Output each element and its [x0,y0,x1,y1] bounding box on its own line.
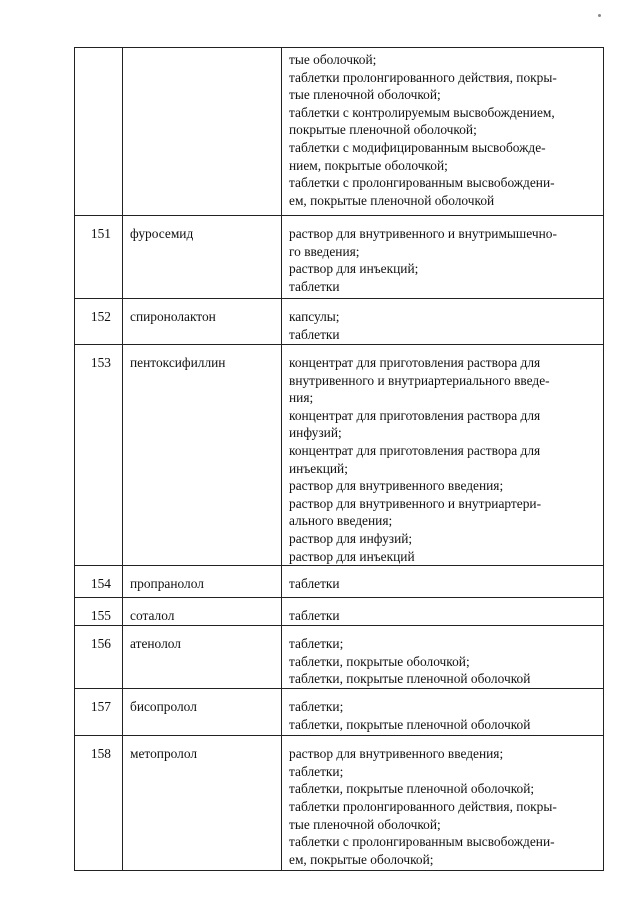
row-number-cell [75,689,123,736]
dosage-forms-cell [282,566,604,598]
dosage-form-line: таблетки, покрытые пленочной оболочкой; [289,781,535,797]
dosage-form-line: внутривенного и внутриартериального введе- [289,372,550,388]
row-number: 154 [90,576,111,592]
row-number-cell [75,736,123,871]
row-number-cell [75,48,123,216]
drug-name-cell [123,689,282,736]
dosage-form-line: таблетки, покрытые оболочкой; [289,653,470,669]
dosage-form-line: раствор для внутривенного введения; [289,478,504,494]
dosage-forms-cell [282,736,604,871]
drug-name-cell [123,299,282,345]
table-row [75,689,604,736]
dosage-forms-cell [282,345,604,566]
table-row [75,299,604,345]
row-number-cell [75,566,123,598]
dosage-form-line: ем, покрытые пленочной оболочкой [289,192,495,208]
dosage-forms-cell [282,689,604,736]
dosage-form-line: тые пленочной оболочкой; [289,87,441,103]
drug-name: спиронолактон [130,309,216,324]
dosage-form-line: таблетки [289,326,340,342]
dosage-form-line: ния; [289,390,314,406]
dosage-form-line: таблетки с пролонгированным высвобождени- [289,175,555,191]
row-number: 158 [90,746,111,762]
drug-name: пропранолол [130,576,204,592]
drug-name-cell [123,566,282,598]
dosage-form-line: тые оболочкой; [289,52,377,67]
dosage-forms-cell [282,598,604,626]
dosage-form-line: таблетки пролонгированного действия, покры- [289,69,557,85]
dosage-form-line: инъекций; [289,460,348,476]
dosage-forms-cell [282,626,604,689]
dosage-form-line: раствор для внутривенного введения; [289,746,504,762]
dosage-form-line: таблетки пролонгированного действия, покры- [289,798,557,814]
drug-name-cell [123,345,282,566]
dosage-form-line: таблетки [289,608,340,624]
dosage-form-line: таблетки [289,278,340,294]
drug-name-cell [123,48,282,216]
dosage-form-line: таблетки, покрытые пленочной оболочкой [289,716,531,732]
dosage-form-line: таблетки с модифицированным высвобожде- [289,139,546,155]
row-number-cell [75,345,123,566]
dosage-forms-cell [282,48,604,216]
dosage-form-line: раствор для инфузий; [289,530,413,546]
row-number-cell [75,598,123,626]
drug-name: атенолол [130,636,181,652]
drug-name: соталол [130,608,175,624]
dosage-form-line: раствор для инъекций; [289,261,419,277]
dosage-form-line: тые пленочной оболочкой; [289,816,441,832]
dosage-form-line: раствор для инъекций [289,548,415,564]
table-row [75,626,604,689]
row-number: 157 [90,699,111,715]
dosage-form-line: таблетки; [289,763,344,779]
row-number-cell [75,216,123,299]
drug-name-cell [123,598,282,626]
drug-name-cell [123,626,282,689]
dosage-form-line: инфузий; [289,425,342,441]
row-number: 156 [90,636,111,652]
dosage-forms-cell [282,216,604,299]
row-number-cell [75,626,123,689]
dosage-form-line: таблетки с контролируемым высвобождением, [289,104,555,120]
dosage-form-line: таблетки, покрытые пленочной оболочкой [289,671,531,687]
table-row [75,598,604,626]
row-number: 151 [90,226,111,241]
dosage-form-line: концентрат для приготовления раствора для [289,407,541,423]
dosage-form-line: го введения; [289,243,360,259]
table-row [75,566,604,598]
dosage-form-line: нием, покрытые оболочкой; [289,157,448,173]
dosage-form-line: раствор для внутривенного и внутриартери- [289,495,542,511]
dosage-form-line: концентрат для приготовления раствора для [289,355,541,370]
drug-name: фуросемид [130,226,194,241]
table-row [75,216,604,299]
dosage-form-line: ем, покрытые оболочкой; [289,851,434,867]
dosage-form-line: таблетки [289,576,340,592]
dosage-form-line: раствор для внутривенного и внутримышечно- [289,226,557,241]
drug-name: бисопролол [130,699,197,715]
dosage-form-line: капсулы; [289,309,340,324]
dosage-form-line: ального введения; [289,513,393,529]
scan-speck [598,14,601,17]
row-number: 153 [90,355,111,370]
drug-table [74,47,604,871]
drug-name: метопролол [130,746,198,762]
dosage-form-line: таблетки с пролонгированным высвобождени- [289,834,555,850]
drug-name-cell [123,736,282,871]
dosage-form-line: таблетки; [289,699,344,715]
row-number: 155 [90,608,111,624]
drug-name: пентоксифиллин [130,355,226,370]
drug-name-cell [123,216,282,299]
dosage-form-line: концентрат для приготовления раствора для [289,442,541,458]
table-row [75,48,604,216]
dosage-form-line: таблетки; [289,636,344,652]
row-number: 152 [90,309,111,324]
dosage-form-line: покрытые пленочной оболочкой; [289,122,477,138]
dosage-forms-cell [282,299,604,345]
row-number-cell [75,299,123,345]
table-row [75,736,604,871]
table-row [75,345,604,566]
